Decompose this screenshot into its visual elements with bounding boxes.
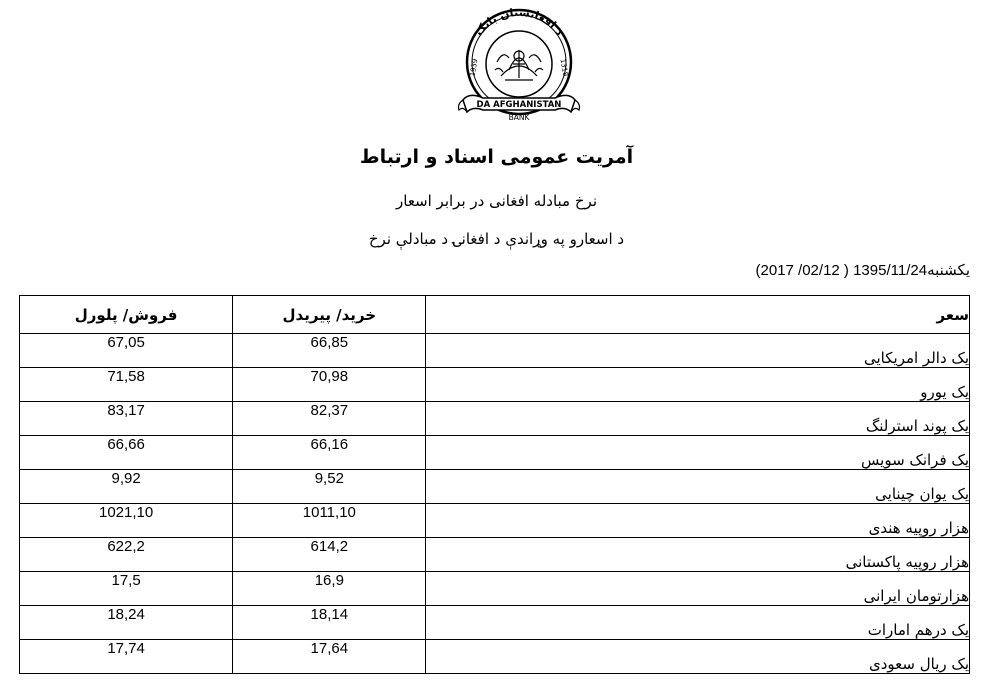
sell-rate-cell: 67,05 bbox=[20, 334, 233, 368]
currency-name-cell: یک درهم امارات bbox=[426, 606, 970, 640]
currency-name-cell: هزار روپیه پاکستانی bbox=[426, 538, 970, 572]
currency-name-cell: یک ریال سعودی bbox=[426, 640, 970, 674]
sell-rate-cell: 17,5 bbox=[20, 572, 233, 606]
currency-name-cell: یک یوان چینایی bbox=[426, 470, 970, 504]
buy-rate-cell: 614,2 bbox=[233, 538, 426, 572]
logo-right-year: 1318 bbox=[558, 58, 570, 78]
header-currency: سعر bbox=[426, 296, 970, 334]
table-row bbox=[20, 334, 970, 368]
rates-title-dari: نرخ مبادله افغانی در برابر اسعار bbox=[396, 192, 597, 210]
buy-rate-cell: 9,52 bbox=[233, 470, 426, 504]
date-line bbox=[722, 261, 970, 279]
table-header-row bbox=[20, 296, 970, 334]
currency-name-cell: یک فرانک سویس bbox=[426, 436, 970, 470]
sell-rate-cell: 17,74 bbox=[20, 640, 233, 674]
table-row bbox=[20, 504, 970, 538]
table-row bbox=[20, 436, 970, 470]
logo-text-line1: DA AFGHANISTAN bbox=[476, 100, 562, 110]
logo-arc-text: د افغانستان بانک bbox=[472, 6, 567, 39]
currency-name-cell: یک یورو bbox=[426, 368, 970, 402]
buy-rate-cell: 1011,10 bbox=[233, 504, 426, 538]
header-sell: فروش/ پلورل bbox=[20, 296, 233, 334]
currency-name-cell: هزار روپیه هندی bbox=[426, 504, 970, 538]
logo-text-line2: BANK bbox=[508, 113, 530, 122]
sell-rate-cell: 18,24 bbox=[20, 606, 233, 640]
currency-name-cell: یک پوند استرلنگ bbox=[426, 402, 970, 436]
sell-rate-cell: 66,66 bbox=[20, 436, 233, 470]
table-row bbox=[20, 470, 970, 504]
date-solar: 1395/11/24 bbox=[853, 262, 928, 279]
sell-rate-cell: 83,17 bbox=[20, 402, 233, 436]
currency-name-cell: هزارتومان ایرانی bbox=[426, 572, 970, 606]
table-body bbox=[20, 334, 970, 674]
buy-rate-cell: 66,16 bbox=[233, 436, 426, 470]
table-row bbox=[20, 572, 970, 606]
table-row bbox=[20, 368, 970, 402]
department-title: آمریت عمومی اسناد و ارتباط bbox=[359, 146, 634, 168]
buy-rate-cell: 70,98 bbox=[233, 368, 426, 402]
date-gregorian: (2017 /02/12 ) bbox=[755, 262, 849, 279]
bank-logo bbox=[449, 6, 589, 124]
table-row bbox=[20, 640, 970, 674]
header-buy: خرید/ پیریدل bbox=[233, 296, 426, 334]
buy-rate-cell: 17,64 bbox=[233, 640, 426, 674]
exchange-rates-table bbox=[19, 295, 970, 674]
emblem-icon bbox=[495, 50, 543, 80]
buy-rate-cell: 82,37 bbox=[233, 402, 426, 436]
sell-rate-cell: 622,2 bbox=[20, 538, 233, 572]
sell-rate-cell: 1021,10 bbox=[20, 504, 233, 538]
buy-rate-cell: 16,9 bbox=[233, 572, 426, 606]
sell-rate-cell: 9,92 bbox=[20, 470, 233, 504]
table-row bbox=[20, 402, 970, 436]
table-row bbox=[20, 538, 970, 572]
currency-name-cell: یک دالر امریکایی bbox=[426, 334, 970, 368]
buy-rate-cell: 18,14 bbox=[233, 606, 426, 640]
buy-rate-cell: 66,85 bbox=[233, 334, 426, 368]
logo-left-year: 1939 bbox=[468, 58, 480, 78]
day-name: یکشنبه bbox=[927, 262, 970, 279]
rates-title-pashto: د اسعارو په وړاندې د افغانۍ د مبادلې نرخ bbox=[368, 230, 625, 248]
sell-rate-cell: 71,58 bbox=[20, 368, 233, 402]
table-row bbox=[20, 606, 970, 640]
svg-text:د افغانستان بانک bbox=[472, 6, 566, 38]
